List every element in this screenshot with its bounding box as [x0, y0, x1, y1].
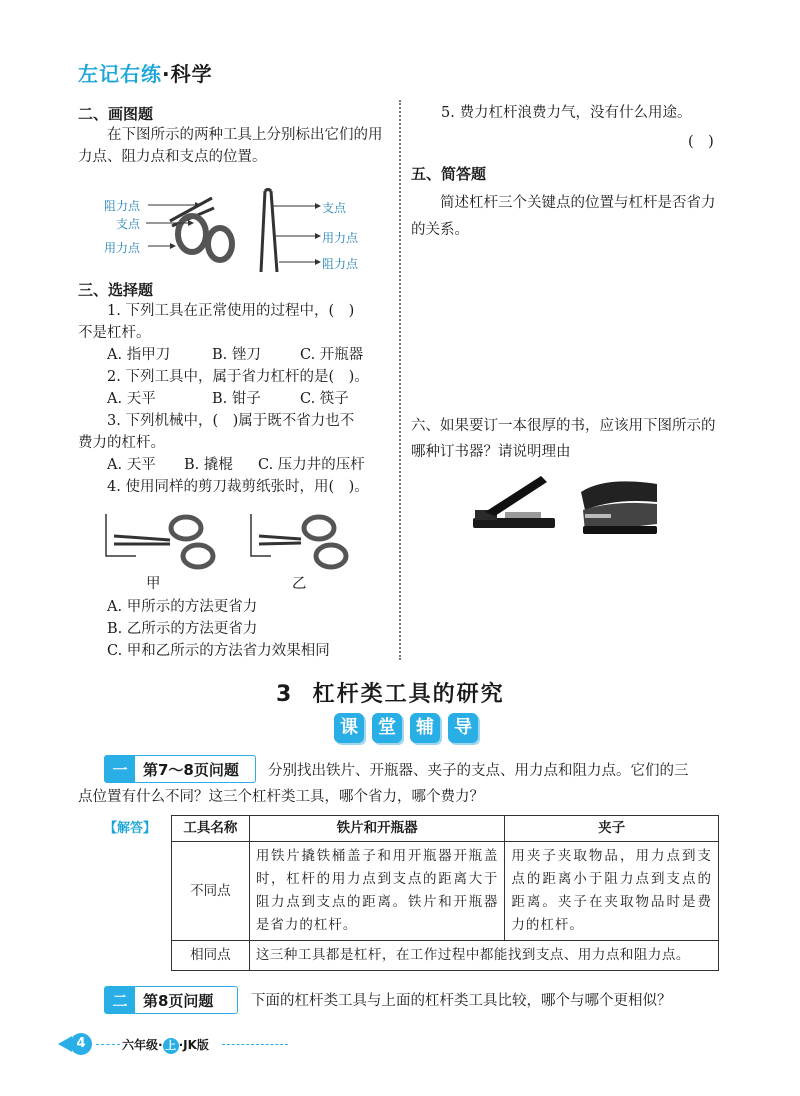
stapler-icon [581, 481, 657, 534]
q4-figure-jia [100, 506, 230, 576]
stapler-icon [473, 476, 555, 528]
desk-stapler-image [575, 474, 665, 538]
footer-grade: 六年级 [122, 1038, 159, 1052]
choice-section-title: 三、选择题 [78, 281, 154, 299]
q1-option-a: A. 指甲刀 [107, 347, 171, 363]
difference-clip: 用夹子夹取物品，用力点到支点的距离小于阻力点到支点的距离。夹子在夹取物品时是费力的杠杆。 [505, 842, 719, 941]
row-head-difference: 不同点 [172, 842, 250, 941]
q5-text: 5. 费力杠杆浪费力气，没有什么用途。 [441, 105, 692, 121]
q1-stem-a: 1. 下列工具在正常使用的过程中，( ) [107, 303, 355, 319]
difference-iron-opener: 用铁片撬铁桶盖子和用开瓶器开瓶盖时，杠杆的用力点到支点的距离大于阻力点到支点的距离。铁片和开瓶器是省力的杠杆。 [249, 842, 505, 941]
banner-char-4: 导 [448, 713, 478, 743]
lesson-heading [276, 677, 505, 708]
q4-stem: 4. 使用同样的剪刀裁剪纸张时，用( )。 [107, 479, 369, 495]
q2-option-b: B. 钳子 [212, 391, 261, 407]
column-divider [399, 100, 401, 660]
short-answer-title: 五、简答题 [411, 165, 487, 183]
lesson-title: 杠杆类工具的研究 [312, 682, 505, 707]
similarity-text: 这三种工具都是杠杆，在工作过程中都能找到支点、用力点和阻力点。 [249, 941, 718, 971]
section2-text: 下面的杠杆类工具与上面的杠杆类工具比较，哪个与哪个更相似？ [251, 993, 672, 1009]
footer-grade-info: 六年级· 上 ·JK版 [122, 1038, 209, 1052]
brand-name: 左记右练 [78, 62, 162, 86]
stapler-question: 六、如果要订一本很厚的书，应该用下图所示的哪种订书器？请说明理由 [411, 418, 716, 460]
tweezers-icon [261, 190, 277, 273]
section2-label: 第8页问题 [143, 991, 214, 1010]
q1-option-c: C. 开瓶器 [300, 347, 364, 363]
q4-label-jia: 甲 [146, 576, 161, 592]
scissors-icon [114, 517, 213, 567]
brand-dot: · [162, 62, 171, 86]
short-answer-text: 简述杠杆三个关键点的位置与杠杆是否省力的关系。 [411, 195, 716, 238]
q1-stem-b: 不是杠杆。 [78, 325, 151, 341]
q3-stem-a: 3. 下列机械中，( )属于既不省力也不 [107, 413, 355, 429]
section1-tag: 一 [105, 756, 135, 782]
scissors-icon [259, 517, 346, 567]
brand-title [78, 58, 213, 87]
section1-label: 第7～8页问题 [143, 760, 239, 779]
footer-term: 上 [163, 1038, 179, 1054]
tweezers-label-effort: 用力点 [322, 231, 359, 245]
q1-option-b: B. 锉刀 [212, 347, 261, 363]
tweezers-label-resistance: 阻力点 [322, 257, 359, 271]
section1-text-b: 点位置有什么不同？这三个杠杆类工具，哪个省力，哪个费力？ [78, 789, 484, 805]
q4-figure-yi [245, 506, 375, 576]
footer-rule-right [222, 1044, 288, 1045]
table-header-row [172, 816, 719, 842]
section2-tag: 二 [105, 987, 135, 1013]
q3-option-a: A. 天平 [107, 457, 156, 473]
q2-stem: 2. 下列工具中，属于省力杠杆的是( )。 [107, 369, 369, 385]
header-clip: 夹子 [505, 816, 719, 842]
header-tool-name: 工具名称 [172, 816, 250, 842]
heavy-duty-stapler-image [465, 470, 560, 540]
scissors-icon [170, 198, 232, 260]
section1-text-a: 分别找出铁片、开瓶器、夹子的支点、用力点和阻力点。它们的三 [268, 763, 689, 779]
scissors-label-fulcrum: 支点 [116, 217, 141, 231]
draw-section-title: 二、画图题 [78, 105, 154, 123]
scissors-label-effort: 用力点 [104, 241, 141, 255]
lesson-number: 3 [276, 682, 294, 707]
brand-subject: 科学 [170, 62, 213, 86]
banner-char-3: 辅 [410, 713, 440, 743]
tweezers-figure [255, 186, 325, 276]
banner-char-1: 课 [334, 713, 364, 743]
q3-option-c: C. 压力井的压杆 [258, 457, 365, 473]
row-head-similarity: 相同点 [172, 941, 250, 971]
footer-rule-left [96, 1044, 120, 1045]
tweezers-label-fulcrum: 支点 [322, 201, 347, 215]
q4-option-a: A. 甲所示的方法更省力 [107, 599, 258, 615]
q3-stem-b: 费力的杠杆。 [78, 435, 165, 451]
q4-option-b: B. 乙所示的方法更省力 [107, 621, 258, 637]
q2-option-c: C. 筷子 [300, 391, 349, 407]
banner-char-2: 堂 [372, 713, 402, 743]
page-number: 4 [70, 1033, 92, 1055]
q5-answer-paren: ( ) [688, 134, 714, 150]
draw-section-text: 在下图所示的两种工具上分别标出它们的用力点、阻力点和支点的位置。 [78, 127, 383, 165]
scissors-label-resistance: 阻力点 [104, 199, 141, 213]
answer-table [171, 815, 719, 971]
q2-option-a: A. 天平 [107, 391, 156, 407]
section1-badge [104, 755, 256, 783]
section2-badge [104, 986, 238, 1014]
q3-option-b: B. 撬棍 [184, 457, 233, 473]
table-row [172, 941, 719, 971]
footer-edition: JK版 [183, 1038, 209, 1052]
header-iron-opener: 铁片和开瓶器 [249, 816, 505, 842]
class-guidance-banner [334, 713, 486, 743]
q4-label-yi: 乙 [292, 576, 307, 592]
q4-option-c: C. 甲和乙所示的方法省力效果相同 [107, 643, 330, 659]
table-row [172, 842, 719, 941]
answer-label: 【解答】 [104, 821, 157, 836]
